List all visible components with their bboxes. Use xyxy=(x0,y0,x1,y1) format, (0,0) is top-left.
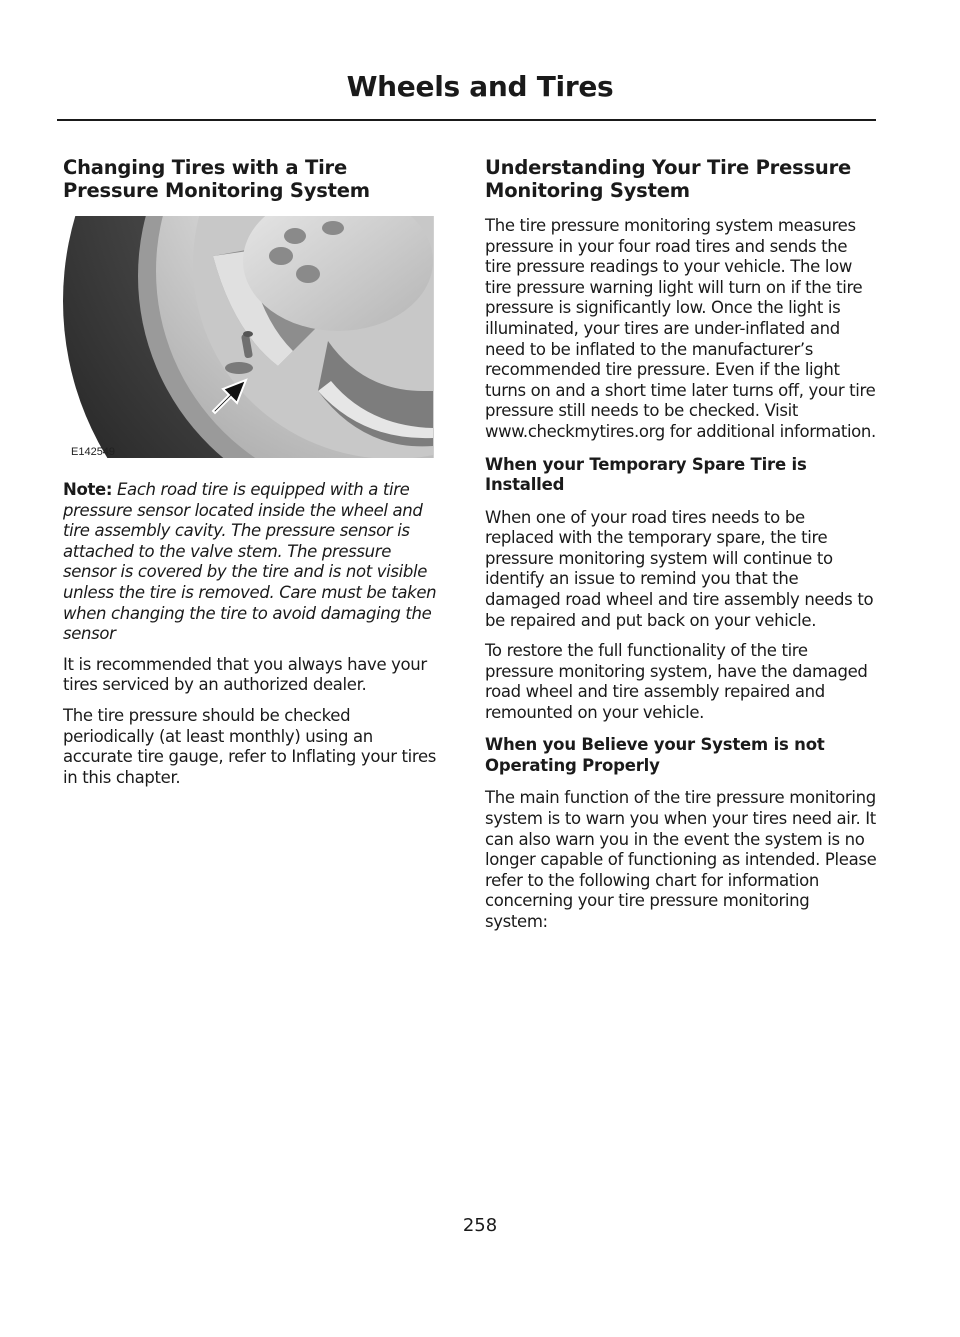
page-number: 258 xyxy=(462,1215,498,1236)
lug-nut-icon xyxy=(296,265,320,283)
paragraph-restore-functionality: To restore the full functionality of the tire pressure monitoring system, have the damaged road wheel and tire assembly repaired and remounted on your vehicle. xyxy=(485,641,868,722)
left-column xyxy=(63,156,443,788)
subheading-not-operating: When you Believe your System is not Operating Properly xyxy=(485,735,825,775)
note-paragraph xyxy=(63,480,443,645)
subheading-temporary-spare: When your Temporary Spare Tire is Installed xyxy=(485,454,807,495)
lug-nut-icon xyxy=(322,221,344,235)
figure-id: E142549 xyxy=(71,446,116,458)
section-heading-understanding-tpms: Understanding Your Tire Pressure Monitoring System xyxy=(485,156,852,202)
right-column xyxy=(485,156,877,933)
paragraph-check-pressure: The tire pressure should be checked periodically (at least monthly) using an accurate tire gauge, refer to Inflating your tires in this chapter. xyxy=(63,705,436,787)
wheel-valve-stem-illustration xyxy=(63,216,434,458)
section-heading-changing-tires: Changing Tires with a Tire Pressure Monitoring System xyxy=(63,156,370,202)
lug-nut-icon xyxy=(269,247,293,265)
paragraph-spare-installed: When one of your road tires needs to be replaced with the temporary spare, the tire pressure monitoring system will continue to identify an issue to remind you that the damaged road wheel and tire assembly needs to be repaired and put back on your vehicle. xyxy=(485,507,874,630)
paragraph-main-function: The main function of the tire pressure monitoring system is to warn you when your tires need air. It can also warn you in the event the system is no longer capable of functioning as intended. Please refer to the following chart for information concerning your tire pressure monitoring system: xyxy=(485,788,877,932)
wheel-illustration-svg xyxy=(63,216,433,458)
paragraph-dealer-service: It is recommended that you always have your tires serviced by an authorized dealer. xyxy=(63,654,427,695)
header-divider xyxy=(57,119,876,121)
note-label: Note: xyxy=(63,480,113,499)
page-header-title: Wheels and Tires xyxy=(346,70,614,103)
paragraph-tpms-intro: The tire pressure monitoring system measures pressure in your four road tires and sends the tire pressure readings to your vehicle. The low tire pressure warning light will turn on if the tire pressure is significantly low. Once the light is illuminated, your tires are under-inflated and need to be inflated to the manufacturer’s recommended tire pressure. Even if the light turns on and a short time later turns off, your tire pressure still needs to be checked. Visit www.checkmytires.org for additional information. xyxy=(485,216,876,441)
note-text: Each road tire is equipped with a tire pressure sensor located inside the wheel and tire assembly cavity. The pressure sensor is attached to the valve stem. The pressure sensor is covered by the tire and is not visible unless the tire is removed. Care must be taken when changing the tire to avoid damaging the sensor xyxy=(63,480,437,644)
lug-nut-icon xyxy=(284,228,306,244)
